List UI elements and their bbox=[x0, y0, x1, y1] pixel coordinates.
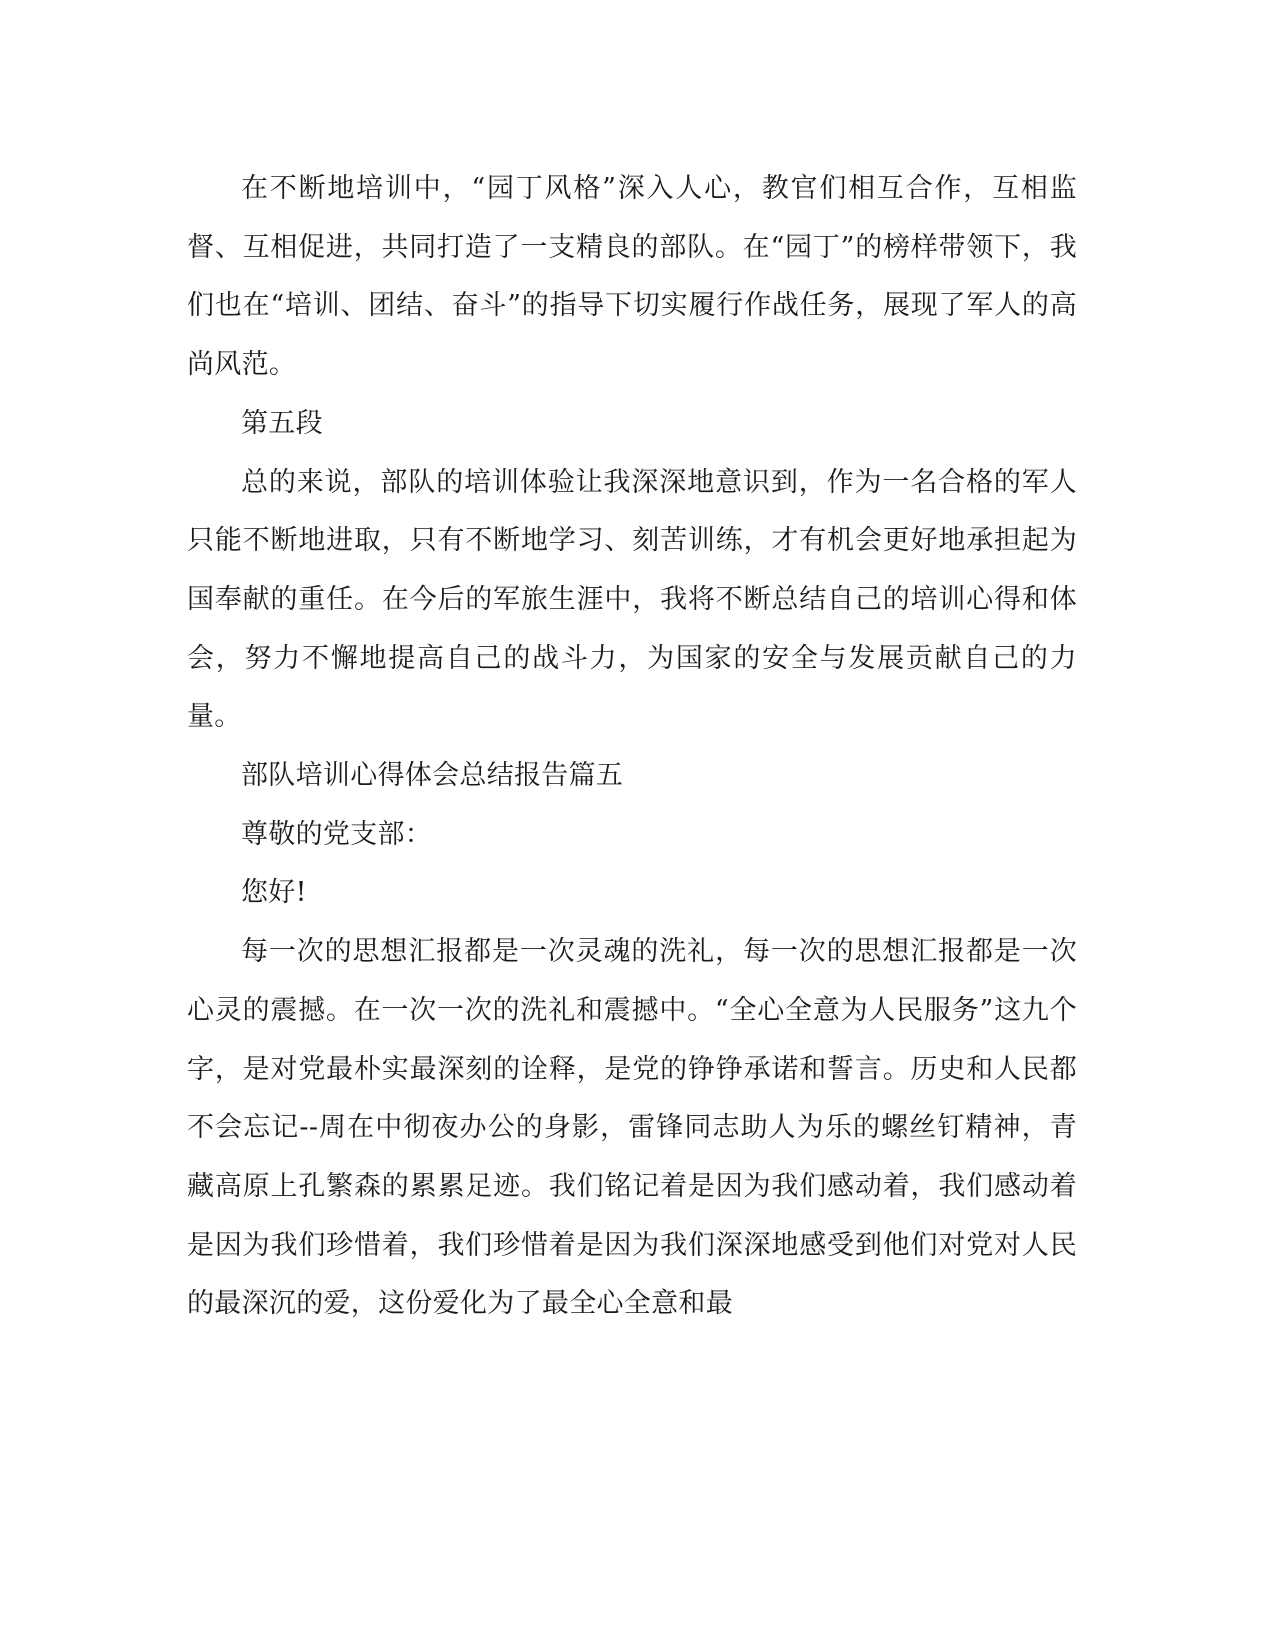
report-title: 部队培训心得体会总结报告篇五 bbox=[241, 760, 624, 792]
salutation: 尊敬的党支部： bbox=[241, 818, 433, 850]
paragraph-thought-report: 每一次的思想汇报都是一次灵魂的洗礼，每一次的思想汇报都是一次心灵的震撼。在一次一次的洗礼和震撼中。“全心全意为人民服务”这九个字，是对党最朴实最深刻的诠释，是党的铮铮承诺和誓言。历史和人民都不会忘记--周在中彻夜办公的身影，雷锋同志助人为乐的螺丝钉精神，青藏高原上孔繁森的累累足迹。我们铭记着是因为我们感动着，我们感动着是因为我们珍惜着，我们珍惜着是因为我们深深地感受到他们对党对人民的最深沉的爱，这份爱化为了最全心全意和最 bbox=[187, 936, 1077, 1320]
paragraph-training-style: 在不断地培训中，“园丁风格”深入人心，教官们相互合作，互相监督、互相促进，共同打造了一支精良的部队。在“园丁”的榜样带领下，我们也在“培训、团结、奋斗”的指导下切实履行作战任务，展现了军人的高尚风范。 bbox=[187, 173, 1077, 381]
greeting: 您好! bbox=[241, 877, 307, 909]
section-heading-fifth: 第五段 bbox=[241, 407, 323, 439]
document-body bbox=[187, 160, 1077, 1334]
paragraph-summary: 总的来说，部队的培训体验让我深深地意识到，作为一名合格的军人只能不断地进取，只有不断地学习、刻苦训练，才有机会更好地承担起为国奉献的重任。在今后的军旅生涯中，我将不断总结自己的培训心得和体会，努力不懈地提高自己的战斗力，为国家的安全与发展贡献自己的力量。 bbox=[187, 466, 1077, 733]
